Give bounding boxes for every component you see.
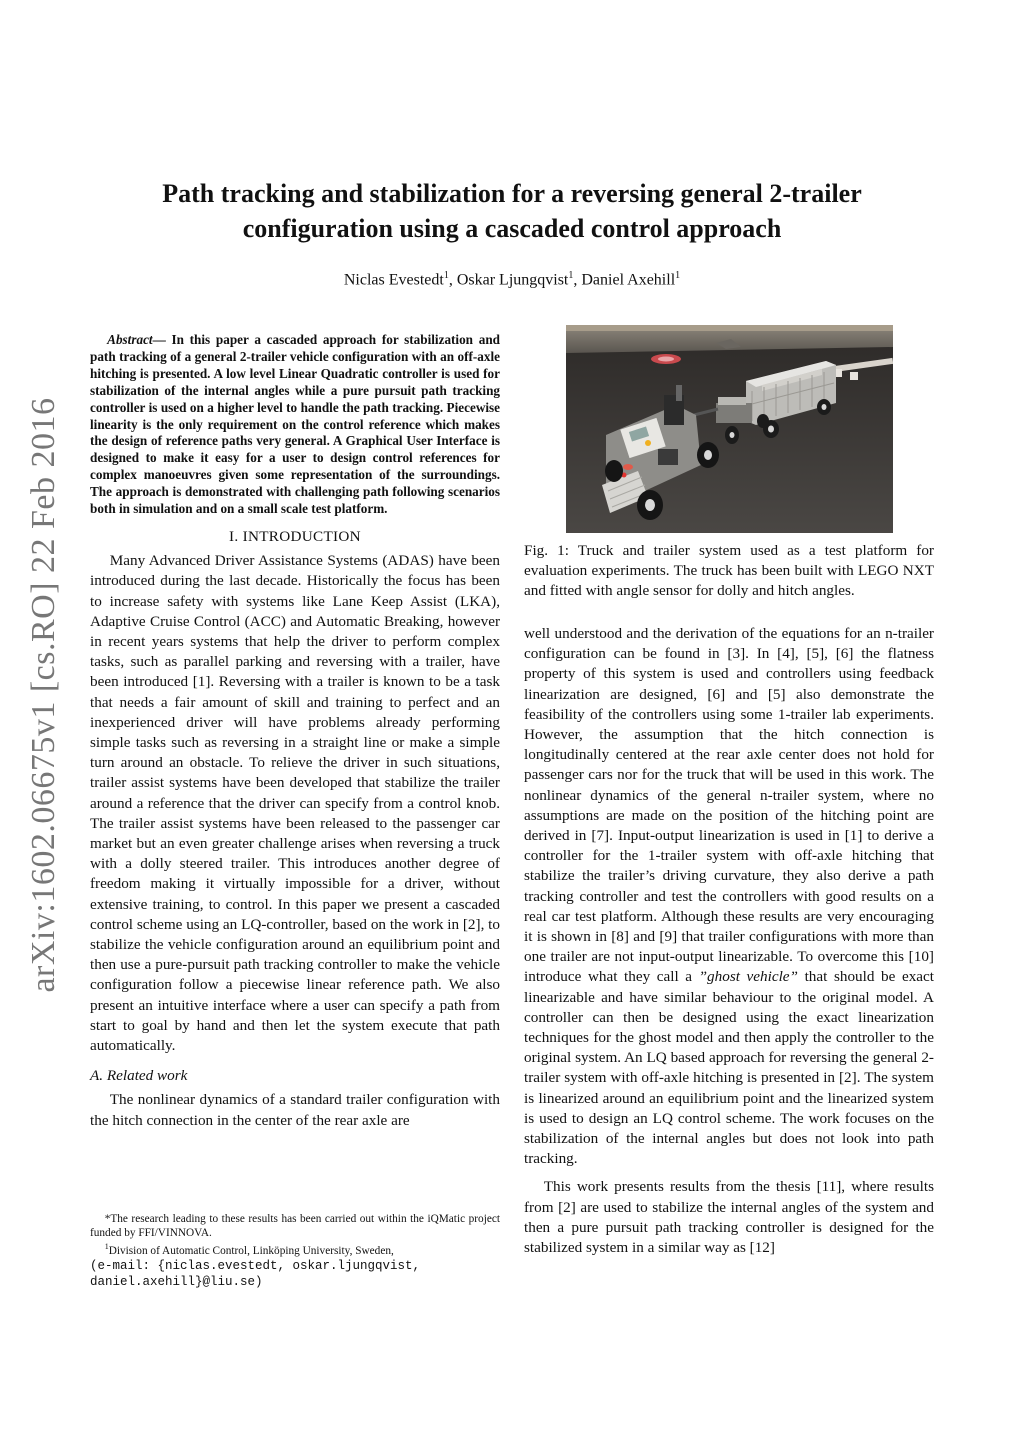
- author-name: Daniel Axehill: [581, 271, 676, 289]
- related-work-text-b: that should be exact linearizable and have similar behaviour to the original model. A controller can then be designed using the exact linearization techniques for the ghost model and then apply the controller to the original system. An LQ based approach for reversing the general 2-trailer system with off-axle hitching is presented in [2]. The system is linearized around an equilibrium point and the linearized system is used to design an LQ control scheme. The work focuses on the stabilization of the internal angles but does not look into path tracking.: [524, 968, 934, 1168]
- related-work-text-a: well understood and the derivation of the equations for an n-trailer configuration can be found in [3]. In [4], [5], [6] the flatness property of this system is used and controllers using feedback linearization are designed, [6] and [5] also demonstrate the feasibility of the controllers using some 1-trailer lab experiments. However, the assumption that the hitch connection is longitudinally centered at the rear axle center does not hold for passenger cars nor for the truck that will be used in this work. The nonlinear dynamics of the general n-trailer system, where no assumptions are made on the position of the hitching point are derived in [7]. Input-output linearization is used in [1] to derive a controller for the 1-trailer system with off-axle hitching that stabilize the trailer’s driving curvature, they also derive a path tracking controller and test the controllers with good results on a real car test platform. Although these results are very encouraging it is shown in [8] and [9] that trailer configurations with more than one trailer are not input-output linearizable. To overcome this [10] introduce what they call a: [524, 625, 934, 986]
- title-line-1: Path tracking and stabilization for a reversing general 2-trailer: [162, 179, 862, 208]
- affiliation-footnote: [90, 1240, 500, 1258]
- abstract-dash: —: [152, 332, 166, 347]
- funding-footnote: *The research leading to these results has been carried out within the iQMatic project funded by FFI/VINNOVA.: [90, 1213, 500, 1239]
- abstract-text: In this paper a cascaded approach for stabilization and path tracking of a general 2-trailer vehicle configuration with an off-axle hitching is presented. A low level Linear Quadratic controller is used for stabilization of the internal angles while a pure pursuit path tracking controller is used on a higher level to handle the path tracking. Piecewise linearity is the only requirement on the control reference which makes the design of reference paths very general. A Graphical User Interface is designed to make it easy for a user to design control references for complex manoeuvres given some representation of the surroundings. The approach is demonstrated with challenging path following scenarios both in simulation and on a small scale test platform.: [90, 332, 500, 517]
- ghost-vehicle-term: ”ghost vehicle”: [698, 968, 798, 986]
- affiliation-text: Division of Automatic Control, Linköping University, Sweden,: [108, 1244, 394, 1257]
- related-work-continued-paragraph: [524, 624, 934, 1169]
- thesis-paragraph: This work presents results from the thesis [11], where results from [2] are used to stabilize the internal angles of the system and then a pure pursuit path tracking controller is designed for the stabilized system in a similar way as [12]: [524, 1178, 934, 1257]
- section-heading-introduction: I. INTRODUCTION: [229, 527, 361, 545]
- figure-caption: Fig. 1: Truck and trailer system used as a test platform for evaluation experiments. The truck has been built with LEGO NXT and fitted with angle sensor for dolly and hitch angles.: [524, 542, 934, 600]
- author-affil-mark: 1: [568, 270, 574, 281]
- author-separator: ,: [573, 271, 582, 289]
- abstract-label: Abstract: [107, 332, 153, 347]
- email-line-1: (e-mail: {niclas.evestedt, oskar.ljungqvist,: [90, 1258, 421, 1273]
- footnotes: [90, 1212, 500, 1290]
- author-list: [110, 270, 914, 289]
- email-line-2: daniel.axehill}@liu.se): [90, 1274, 263, 1289]
- intro-paragraph: Many Advanced Driver Assistance Systems (ADAS) have been introduced during the last decade. Historically the focus has been to increase safety with systems like Lane Keep Assist (LKA), Adaptive Cruise Control (ACC) and Automatic Breaking, however in recent years systems that help the driver to perform complex tasks, such as parallel parking and reversing with a trailer, have been introduced [1]. Reversing with a trailer is known to be a task that needs a fair amount of skill and training to perfect and an inexperienced driver will have problems already performing simple tasks such as reversing in a straight line or make a simple turn around an obstacle. To relieve the driver in such situations, trailer assist systems have been developed that stabilize the trailer around a reference that the driver can specify from a control knob. The trailer assist systems have been released to the passenger car market but an even greater challenge arises when reversing a truck with a dolly steered trailer. This introduces another degree of freedom making it virtually impossible for a driver, without extensive training, to control. In this paper we present a cascaded control scheme using an LQ-controller, based on the work in [2], to stabilize the vehicle configuration around an equilibrium point and then use a pure-pursuit path tracking controller to make the vehicle configuration follow a piecewise linear reference path. We also present an intuitive interface where a user can specify a path from start to goal by hand and then let the system execute that path automatically.: [90, 552, 500, 1055]
- author-name: Oskar Ljungqvist: [456, 271, 569, 289]
- related-work-paragraph: The nonlinear dynamics of a standard trailer configuration with the hitch connection in the center of the rear axle are: [90, 1091, 500, 1129]
- author-name: Niclas Evestedt: [343, 271, 444, 289]
- title-line-2: configuration using a cascaded control approach: [242, 214, 782, 243]
- paper-title: [110, 176, 914, 246]
- affil-mark: 1: [104, 1242, 109, 1251]
- right-column: [524, 332, 934, 1258]
- arxiv-margin-stamp: [18, 390, 70, 1000]
- arxiv-id: arXiv:1602.06675v1 [cs.RO] 22 Feb 2016: [25, 397, 62, 993]
- abstract: [90, 332, 500, 518]
- author-separator: ,: [448, 271, 457, 289]
- subsection-heading-related-work: A. Related work: [90, 1067, 188, 1085]
- author-affil-mark: 1: [675, 270, 681, 281]
- author-affil-mark: 1: [443, 270, 449, 281]
- left-column: [90, 332, 500, 1131]
